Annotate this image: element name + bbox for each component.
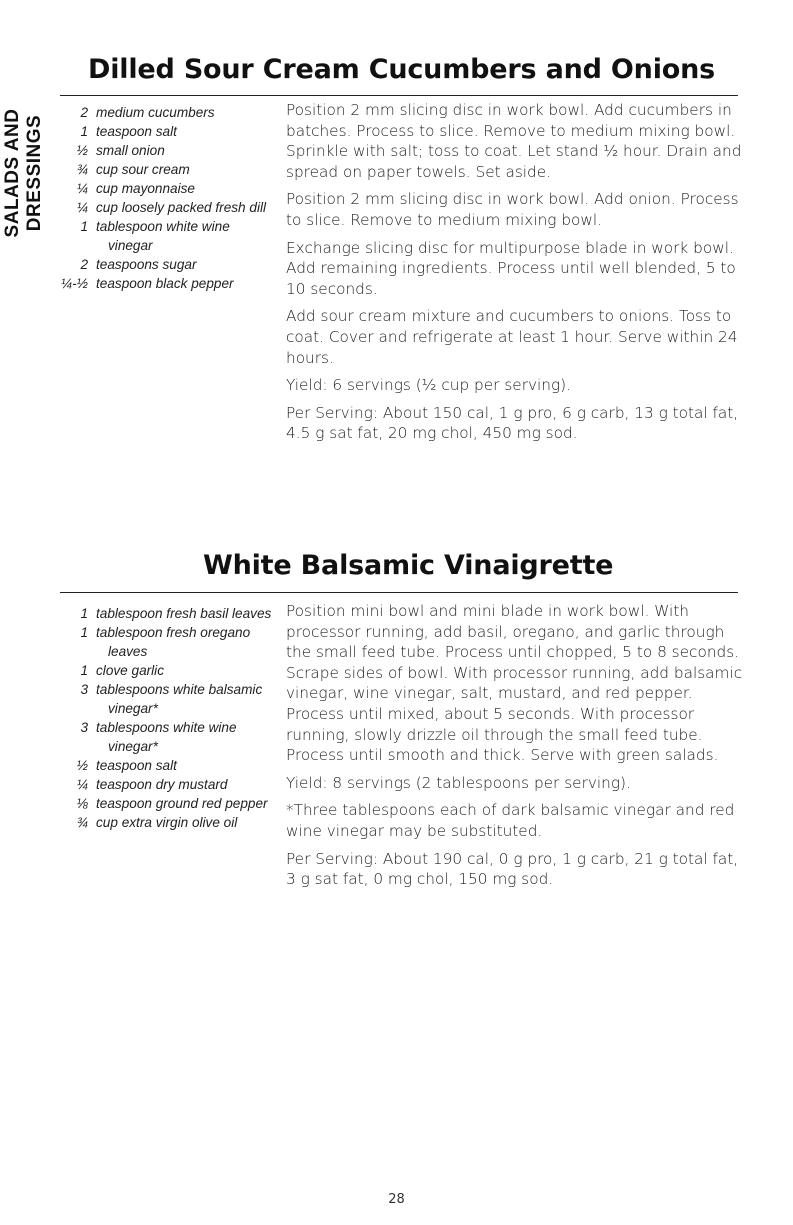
ingredient-quantity: 1	[80, 124, 88, 139]
ingredient-name: small onion	[96, 143, 165, 158]
ingredient-item	[60, 179, 275, 198]
ingredient-quantity: ⅛	[76, 796, 88, 811]
ingredient-list-vinaigrette	[60, 604, 275, 832]
ingredient-item	[60, 255, 275, 274]
ingredient-name: cup mayonnaise	[96, 181, 195, 196]
ingredient-name: teaspoon salt	[96, 758, 177, 773]
ingredient-name: clove garlic	[96, 663, 164, 678]
ingredient-quantity: 1	[80, 219, 88, 234]
direction-step: Position 2 mm slicing disc in work bowl. Add onion. Process to slice. Remove to medium mixing bowl.	[286, 190, 739, 229]
direction-step: Position mini bowl and mini blade in work bowl. With processor running, add basil, oregano, and garlic through the small feed tube. Process until chopped, 5 to 8 seconds. Scrape sides of bowl. With processor running, add balsamic vinegar, wine vinegar, salt, mustard, and red pepper. Process until mixed, about 5 seconds. With processor running, slowly drizzle oil through the small feed tube. Process until smooth and thick. Serve with green salads.	[286, 602, 743, 765]
ingredient-quantity: 2	[80, 105, 88, 120]
direction-step: Exchange slicing disc for multipurpose blade in work bowl. Add remaining ingredients. Process until well blended, 5 to 10 seconds.	[286, 238, 736, 298]
ingredient-item	[60, 160, 275, 179]
ingredient-item	[60, 103, 275, 122]
ingredient-quantity: ½	[76, 143, 88, 158]
ingredient-item	[60, 813, 275, 832]
ingredient-name: tablespoon fresh oregano leaves	[96, 625, 251, 659]
ingredient-name: cup extra virgin olive oil	[96, 815, 238, 830]
ingredient-quantity: 1	[80, 663, 88, 678]
ingredient-quantity: ¼	[76, 777, 88, 792]
direction-step: Position 2 mm slicing disc in work bowl. Add cucumbers in batches. Process to slice. Remove to medium mixing bowl. Sprinkle with salt; toss to coat. Let stand ½ hour. Drain and spread on paper towels. Set aside.	[286, 101, 742, 181]
title-divider	[60, 592, 738, 593]
ingredient-quantity: 2	[80, 257, 88, 272]
ingredient-item	[60, 141, 275, 160]
ingredient-name: cup loosely packed fresh dill	[96, 200, 267, 215]
ingredient-name: teaspoon ground red pepper	[96, 796, 268, 811]
ingredient-quantity: 3	[80, 682, 88, 697]
ingredient-item	[60, 198, 275, 217]
ingredient-item	[60, 756, 275, 775]
ingredient-quantity: ¼	[76, 181, 88, 196]
ingredient-name: teaspoon dry mustard	[96, 777, 228, 792]
ingredient-quantity: ¾	[76, 162, 88, 177]
ingredient-quantity: 1	[80, 606, 88, 621]
ingredient-name: tablespoon fresh basil leaves	[96, 606, 272, 621]
directions-vinaigrette	[286, 601, 746, 897]
directions-cucumbers	[286, 100, 746, 451]
ingredient-name: medium cucumbers	[96, 105, 215, 120]
ingredient-name: teaspoons sugar	[96, 257, 197, 272]
recipe-title-vinaigrette: White Balsamic Vinaigrette	[203, 550, 614, 581]
ingredient-item	[60, 217, 275, 255]
ingredient-list-cucumbers	[60, 103, 275, 293]
nutrition-text: Per Serving: About 150 cal, 1 g pro, 6 g carb, 13 g total fat, 4.5 g sat fat, 20 mg chol, 450 mg sod.	[286, 403, 739, 443]
ingredient-item	[60, 274, 275, 293]
footnote-text: *Three tablespoons each of dark balsamic vinegar and red wine vinegar may be substituted.	[286, 801, 735, 840]
ingredient-name: teaspoon salt	[96, 124, 177, 139]
ingredient-item	[60, 122, 275, 141]
ingredient-item	[60, 680, 275, 718]
ingredient-item	[60, 623, 275, 661]
page-number: 28	[388, 1192, 405, 1207]
ingredient-name: tablespoons white balsamic vinegar*	[96, 682, 263, 716]
ingredient-name: tablespoons white wine vinegar*	[96, 720, 237, 754]
ingredient-quantity: ¼-½	[60, 276, 88, 291]
recipe-title-cucumbers: Dilled Sour Cream Cucumbers and Onions	[88, 54, 716, 85]
nutrition-text: Per Serving: About 190 cal, 0 g pro, 1 g carb, 21 g total fat, 3 g sat fat, 0 mg chol, 150 mg sod.	[286, 849, 739, 889]
section-tab: SALADS AND DRESSINGS	[2, 108, 45, 238]
ingredient-quantity: 1	[80, 625, 88, 640]
ingredient-item	[60, 794, 275, 813]
ingredient-quantity: ¼	[76, 200, 88, 215]
ingredient-quantity: ¾	[76, 815, 88, 830]
ingredient-item	[60, 604, 275, 623]
ingredient-quantity: ½	[76, 758, 88, 773]
yield-text: Yield: 6 servings (½ cup per serving).	[286, 376, 571, 395]
yield-text: Yield: 8 servings (2 tablespoons per serving).	[286, 773, 631, 792]
ingredient-name: cup sour cream	[96, 162, 190, 177]
ingredient-name: teaspoon black pepper	[96, 276, 234, 291]
ingredient-quantity: 3	[80, 720, 88, 735]
direction-step: Add sour cream mixture and cucumbers to onions. Toss to coat. Cover and refrigerate at least 1 hour. Serve within 24 hours.	[286, 307, 738, 367]
title-divider	[60, 95, 738, 96]
ingredient-item	[60, 775, 275, 794]
ingredient-item	[60, 718, 275, 756]
ingredient-name: tablespoon white wine vinegar	[96, 219, 230, 253]
ingredient-item	[60, 661, 275, 680]
